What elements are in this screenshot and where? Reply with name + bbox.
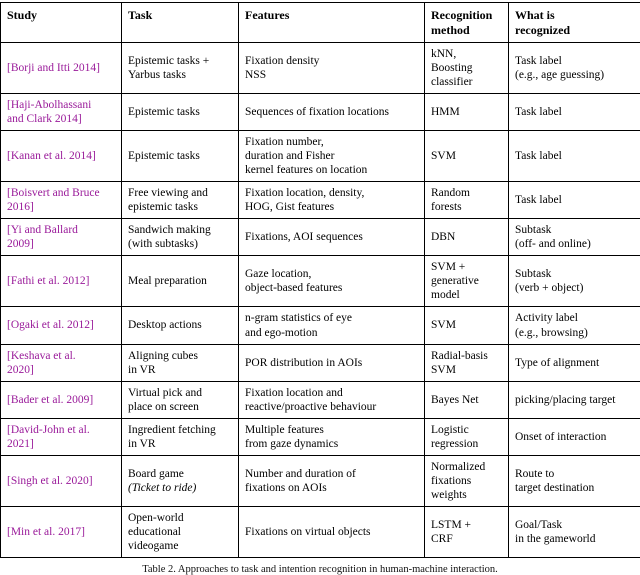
table-row	[1, 418, 640, 455]
table-row	[1, 131, 640, 182]
features-cell: Fixation location and reactive/proactive behaviour	[239, 381, 425, 418]
task-cell: Ingredient fetching in VR	[122, 418, 239, 455]
task-cell: Free viewing and epistemic tasks	[122, 182, 239, 219]
study-cell[interactable]: [Singh et al. 2020]	[1, 455, 122, 506]
recognized-cell: Task label	[509, 94, 640, 131]
study-cell[interactable]: [Fathi et al. 2012]	[1, 256, 122, 307]
features-cell: Multiple features from gaze dynamics	[239, 418, 425, 455]
features-cell: POR distribution in AOIs	[239, 344, 425, 381]
task-cell: Sandwich making (with subtasks)	[122, 219, 239, 256]
method-cell: Radial-basis SVM	[425, 344, 509, 381]
method-cell: LSTM + CRF	[425, 506, 509, 557]
recognized-cell: picking/placing target	[509, 381, 640, 418]
table-row	[1, 94, 640, 131]
study-cell[interactable]: [Yi and Ballard 2009]	[1, 219, 122, 256]
features-cell: Fixation location, density, HOG, Gist features	[239, 182, 425, 219]
study-cell[interactable]: [Min et al. 2017]	[1, 506, 122, 557]
task-cell: Epistemic tasks	[122, 131, 239, 182]
recognized-cell: Activity label (e.g., browsing)	[509, 307, 640, 344]
method-cell: SVM	[425, 307, 509, 344]
table-row	[1, 307, 640, 344]
recognized-cell: Subtask (verb + object)	[509, 256, 640, 307]
recognized-cell: Route to target destination	[509, 455, 640, 506]
task-cell: Virtual pick and place on screen	[122, 381, 239, 418]
recognized-cell: Subtask (off- and online)	[509, 219, 640, 256]
study-cell[interactable]: [Ogaki et al. 2012]	[1, 307, 122, 344]
study-cell[interactable]: [Borji and Itti 2014]	[1, 43, 122, 94]
method-cell: Bayes Net	[425, 381, 509, 418]
table-row	[1, 43, 640, 94]
column-header-features: Features	[239, 3, 425, 43]
column-header-recognized: What is recognized	[509, 3, 640, 43]
features-cell: Fixations on virtual objects	[239, 506, 425, 557]
method-cell: HMM	[425, 94, 509, 131]
column-header-task: Task	[122, 3, 239, 43]
recognized-cell: Task label	[509, 182, 640, 219]
study-cell[interactable]: [Haji-Abolhassani and Clark 2014]	[1, 94, 122, 131]
method-cell: SVM + generative model	[425, 256, 509, 307]
recognized-cell: Onset of interaction	[509, 418, 640, 455]
table-header	[1, 3, 640, 43]
table-row	[1, 455, 640, 506]
method-cell: Normalized fixations weights	[425, 455, 509, 506]
table-caption: Table 2. Approaches to task and intention recognition in human-machine interaction.	[0, 564, 640, 575]
study-cell[interactable]: [David-John et al. 2021]	[1, 418, 122, 455]
header-row	[1, 3, 640, 43]
recognized-cell: Task label (e.g., age guessing)	[509, 43, 640, 94]
method-cell: kNN, Boosting classifier	[425, 43, 509, 94]
features-cell: Fixations, AOI sequences	[239, 219, 425, 256]
table-row	[1, 344, 640, 381]
table-row	[1, 381, 640, 418]
task-cell: Board game (Ticket to ride)	[122, 455, 239, 506]
table-row	[1, 256, 640, 307]
features-cell: n-gram statistics of eye and ego-motion	[239, 307, 425, 344]
recognized-cell: Task label	[509, 131, 640, 182]
study-cell[interactable]: [Keshava et al. 2020]	[1, 344, 122, 381]
study-cell[interactable]: [Boisvert and Bruce 2016]	[1, 182, 122, 219]
table-row	[1, 219, 640, 256]
method-cell: Logistic regression	[425, 418, 509, 455]
method-cell: Random forests	[425, 182, 509, 219]
table-body	[1, 43, 640, 557]
task-cell: Open-world educational videogame	[122, 506, 239, 557]
features-cell: Gaze location, object-based features	[239, 256, 425, 307]
results-table	[0, 2, 640, 558]
recognized-cell: Type of alignment	[509, 344, 640, 381]
recognized-cell: Goal/Task in the gameworld	[509, 506, 640, 557]
task-cell: Epistemic tasks	[122, 94, 239, 131]
features-cell: Fixation density NSS	[239, 43, 425, 94]
method-cell: DBN	[425, 219, 509, 256]
task-cell: Aligning cubes in VR	[122, 344, 239, 381]
table-row	[1, 506, 640, 557]
features-cell: Sequences of fixation locations	[239, 94, 425, 131]
task-cell: Desktop actions	[122, 307, 239, 344]
study-cell[interactable]: [Bader et al. 2009]	[1, 381, 122, 418]
task-cell: Meal preparation	[122, 256, 239, 307]
features-cell: Number and duration of fixations on AOIs	[239, 455, 425, 506]
study-cell[interactable]: [Kanan et al. 2014]	[1, 131, 122, 182]
method-cell: SVM	[425, 131, 509, 182]
column-header-method: Recognition method	[425, 3, 509, 43]
column-header-study: Study	[1, 3, 122, 43]
task-cell: Epistemic tasks + Yarbus tasks	[122, 43, 239, 94]
table-row	[1, 182, 640, 219]
features-cell: Fixation number, duration and Fisher kernel features on location	[239, 131, 425, 182]
